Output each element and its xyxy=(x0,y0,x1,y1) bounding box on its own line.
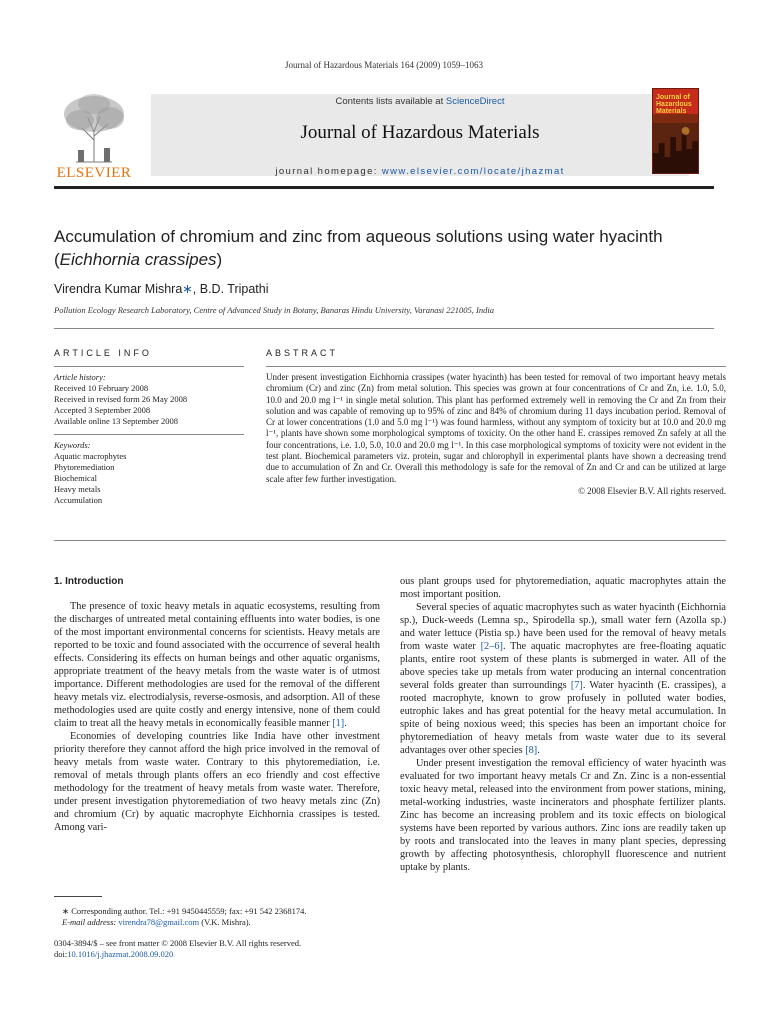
history-item: Received 10 February 2008 xyxy=(54,383,149,393)
history-label: Article history: xyxy=(54,372,106,382)
body-paragraph: Under present investigation the removal efficiency of water hyacinth was evaluated for two important heavy metals Cr and Zn. Zinc is a non-essential toxic heavy metal, released into the environment from power stations, mining, metal-working industries, waste incinerators and phosphate fertilizer plants. Zinc has become an increasing problem and its toxic effects on biological systems have been reported by various authors. Zinc ions are readily taken up by roots and translocated into the leaves in many plant species, depressing growth by affecting photosynthesis, chlorophyll fluorescence and nutrient uptake by plants. xyxy=(400,758,726,873)
article-info-panel xyxy=(54,348,244,506)
reference-link[interactable]: [1] xyxy=(332,718,345,729)
keywords-block xyxy=(54,440,244,506)
journal-cover-image xyxy=(652,88,699,174)
doi-prefix: doi: xyxy=(54,949,68,959)
publisher-name: ELSEVIER xyxy=(56,165,132,181)
abstract-divider xyxy=(266,366,726,367)
abstract-panel xyxy=(266,348,726,496)
author-separator: , xyxy=(192,282,200,296)
journal-masthead xyxy=(54,88,714,186)
journal-banner xyxy=(151,94,689,176)
keyword-item: Aquatic macrophytes xyxy=(54,451,127,461)
abstract-heading: ABSTRACT xyxy=(266,348,339,358)
email-link[interactable]: virendra78@gmail.com xyxy=(118,917,200,927)
paragraph-text: The presence of toxic heavy metals in aquatic ecosystems, resulting from the discharges of untreated metal containing effluents into water bodies, is one of the most important environmental concerns for scientists. Heavy metals are reported to be toxic and found associated with the occurrence of several health effects. Considering its effects on human beings and other aquatic organisms, appropriate treatment of the heavy metals from the waste water is of utmost importance. Different methodologies are used for the removal of the different heavy metals viz. electrodialysis, reverse-osmosis, and adsorption. All of these methodologies used are quite costly and energy intensive, none of them could claim to treat all the heavy metals in economically feasible manner xyxy=(54,601,380,729)
doi-line xyxy=(54,949,384,960)
journal-homepage-link[interactable]: www.elsevier.com/locate/jhazmat xyxy=(381,166,565,177)
body-column-right xyxy=(400,575,726,874)
history-item: Accepted 3 September 2008 xyxy=(54,405,151,415)
article-info-divider xyxy=(54,366,244,367)
author-list xyxy=(54,281,269,296)
cover-title: Journal of Hazardous Materials xyxy=(656,94,692,115)
paragraph-text: Several species of aquatic macrophytes such as water hyacinth (Eichhornia sp.), Duck-weeds (Lemna sp., Spirodella sp.), small water fern (Azolla sp.) and water lettuce (Pistia sp.) have been used for the removal of heavy metals from waste water xyxy=(400,602,726,652)
article-info-heading: ARTICLE INFO xyxy=(54,348,152,358)
title-end: ) xyxy=(216,250,223,269)
reference-link[interactable]: [8] xyxy=(525,745,538,756)
corresponding-author-mark[interactable]: ∗ xyxy=(182,282,193,296)
keyword-item: Biochemical xyxy=(54,473,97,483)
footnote-email-line xyxy=(62,917,382,928)
reference-link[interactable]: [7] xyxy=(570,680,583,691)
history-item: Available online 13 September 2008 xyxy=(54,416,179,426)
body-paragraph xyxy=(54,600,380,730)
footnote-divider xyxy=(54,896,102,897)
body-paragraph: ous plant groups used for phytoremediation, aquatic macrophytes attain the most important position. xyxy=(400,576,726,600)
footnote-contact: Corresponding author. Tel.: +91 9450445559; fax: +91 542 2368174. xyxy=(69,906,307,916)
section-heading: 1. Introduction xyxy=(54,576,124,587)
sciencedirect-link[interactable]: ScienceDirect xyxy=(445,96,505,107)
copyright-notice: © 2008 Elsevier B.V. All rights reserved. xyxy=(578,485,726,496)
email-label: E-mail address: xyxy=(62,917,119,927)
body-paragraph xyxy=(400,601,726,757)
journal-title: Journal of Hazardous Materials xyxy=(300,122,540,143)
keyword-item: Accumulation xyxy=(54,495,103,505)
paragraph-text: . The aquatic macrophytes are free-floating aquatic plants, entire root system of these plants is submerged in water. All of the above species take up metals from water producing an internal concentration several folds greater than surroundings xyxy=(400,641,726,691)
body-paragraph: Economies of developing countries like India have other investment priority therefore they cannot afford the high price involved in the removal of heavy metals from waste water. Contrary to this phytoremediation, i.e. removal of metals through plants offers an eco friendly and cost effective methodology for the treatment of heavy metals from waste water. Therefore, under present investigation phytoremediation of two heavy metals zinc (Zn) and chromium (Cr) by aquatic macrophyte Eichhornia crassipes is tested. Among vari- xyxy=(54,731,380,833)
title-divider xyxy=(54,328,714,329)
corresponding-author-footnote xyxy=(62,906,382,928)
abstract-text: Under present investigation Eichhornia crassipes (water hyacinth) has been tested for removal of two important heavy metals chromium (Cr) and zinc (Zn) from metal solution. This species was grown at four concentrations of Cr and Zn, i.e. 1.0, 5.0, 10.0 and 20.0 mg l⁻¹ in single metal solution. This plant has performed extremely well in removing the Cr and Zn from their solution and was capable of removing up to 95% of zinc and 84% of chromium during 11 days incubation period. Removal of Cr at lower concentrations (1.0 and 5.0 mg l⁻¹) was found harmless, without any symptom of toxicity but at 10.0 and 20.0 mg l⁻¹, plants have shown some morphological symptoms of toxicity. On the other hand E. crassipes removed Zn safely at all the four concentrations, i.e. 1.0, 5.0, 10.0 and 20.0 mg l⁻¹. In this case morphological symptoms of toxicity were not evident in the test plant. Biochemical parameters viz. protein, sugar and chlorophyll in experimental plants have shown a decreasing trend due to accumulation of Zn and Cr. Overall this methodology is safe for the removal of Zn and Cr and can be utilized at large scale after few further investigation. xyxy=(266,372,726,484)
issn-line: 0304-3894/$ – see front matter © 2008 Elsevier B.V. All rights reserved. xyxy=(54,938,302,948)
title-species: Eichhornia crassipes xyxy=(59,250,217,269)
paragraph-text: . Water hyacinth (E. crassipes), a rooted macrophyte, known to grow profusely in polluted water bodies, eutrophic lakes and has great potential for the heavy metal accumulation. In spite of being noxious weed; this species has been an important choice for phytoremediation of heavy metals from waste water due to its several advantages over other species xyxy=(400,680,727,756)
keywords-divider xyxy=(54,434,244,435)
footnote-line xyxy=(62,906,382,917)
contents-prefix: Contents lists available at xyxy=(335,96,446,107)
homepage-prefix: journal homepage: xyxy=(275,166,382,177)
title-text: Accumulation of chromium and zinc from aqueous solutions using water hyacinth ( xyxy=(54,227,663,269)
keywords-label: Keywords: xyxy=(54,440,91,450)
article-title xyxy=(54,225,694,271)
tree-icon xyxy=(54,90,134,166)
keyword-item: Heavy metals xyxy=(54,484,101,494)
history-item: Received in revised form 26 May 2008 xyxy=(54,394,188,404)
author-name: Virendra Kumar Mishra xyxy=(54,282,183,296)
masthead-divider xyxy=(54,186,714,189)
email-owner: (V.K. Mishra). xyxy=(199,917,251,927)
author-affiliation: Pollution Ecology Research Laboratory, Centre of Advanced Study in Botany, Banaras Hindu University, Varanasi 221005, India xyxy=(54,305,494,315)
contents-line xyxy=(151,96,689,107)
paragraph-end: . xyxy=(537,745,540,756)
article-history xyxy=(54,372,244,427)
author-name: B.D. Tripathi xyxy=(199,282,269,296)
journal-citation: Journal of Hazardous Materials 164 (2009) 1059–1063 xyxy=(285,60,483,70)
footnote-mark: ∗ xyxy=(62,906,70,916)
elsevier-tree-logo xyxy=(54,90,134,184)
homepage-line xyxy=(151,166,689,177)
cover-skyline-icon xyxy=(653,123,698,173)
keyword-item: Phytoremediation xyxy=(54,462,115,472)
body-column-left xyxy=(54,575,380,834)
front-matter xyxy=(54,938,384,960)
doi-link[interactable]: 10.1016/j.jhazmat.2008.09.020 xyxy=(67,949,174,959)
paragraph-end: . xyxy=(344,718,347,729)
abstract-bottom-divider xyxy=(54,540,726,541)
reference-link[interactable]: [2–6] xyxy=(480,641,503,652)
